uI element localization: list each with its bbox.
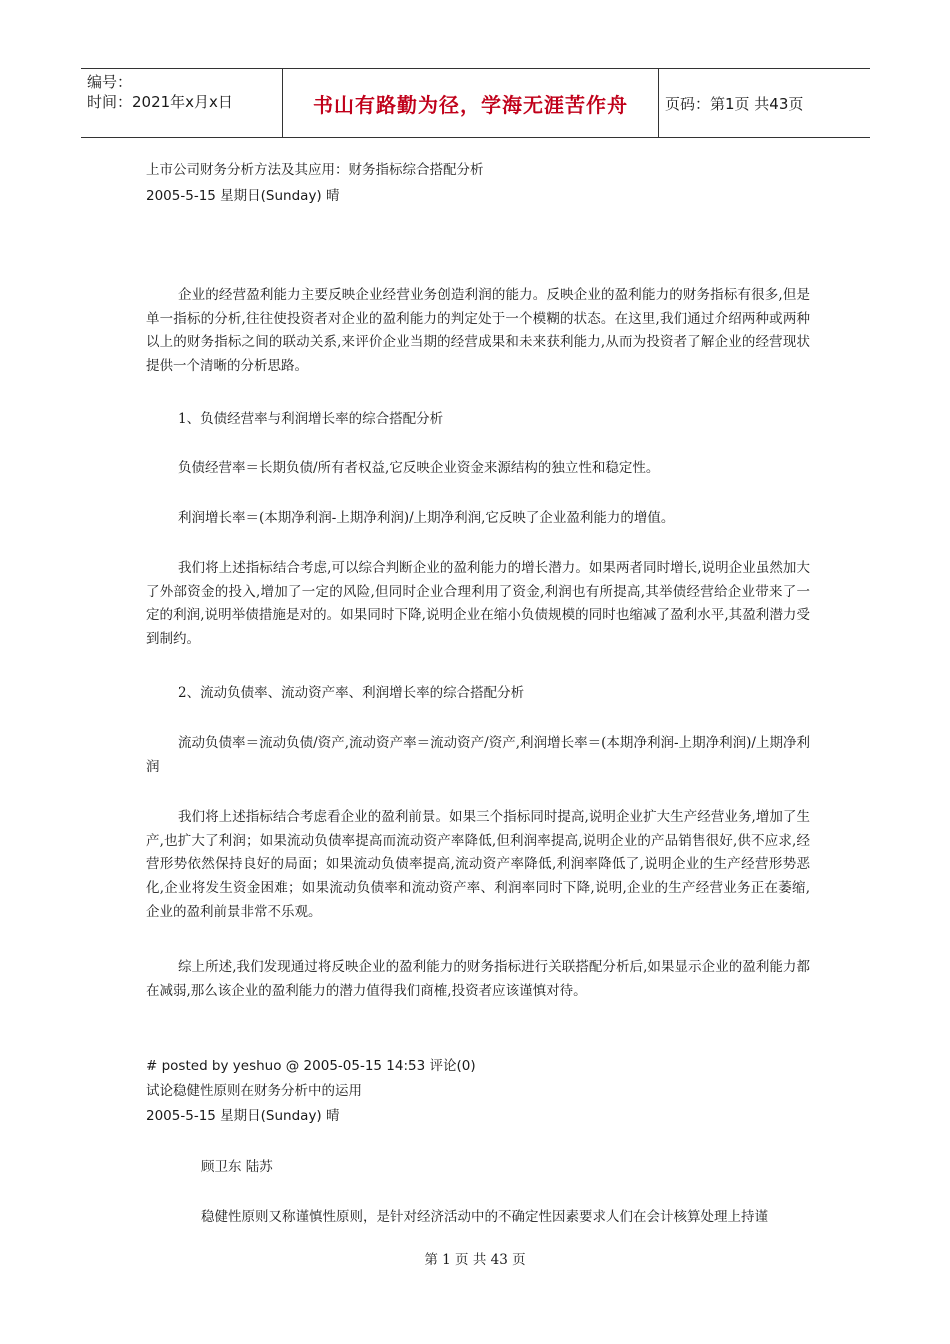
body-paragraph: 稳健性原则又称谨慎性原则，是针对经济活动中的不确定性因素要求人们在会计核算处理上持谨 — [201, 1209, 768, 1225]
header-motto: 书山有路勤为径，学海无涯苦作舟 — [313, 93, 628, 117]
article-title: 上市公司财务分析方法及其应用：财务指标综合搭配分析 — [146, 162, 484, 178]
page-footer: 第 1 页 共 43 页 — [424, 1252, 526, 1268]
section-heading: 1、负债经营率与利润增长率的综合搭配分析 — [178, 411, 444, 427]
section-heading: 2、流动负债率、流动资产率、利润增长率的综合搭配分析 — [178, 685, 525, 701]
article-title: 试论稳健性原则在财务分析中的运用 — [146, 1083, 362, 1099]
formula-paragraph: 负债经营率＝长期负债/所有者权益,它反映企业资金来源结构的独立性和稳定性。 — [178, 460, 660, 476]
header-divider — [658, 69, 659, 137]
post-meta: # posted by yeshuo @ 2005-05-15 14:53 评论(0) — [146, 1058, 476, 1074]
intro-paragraph: 企业的经营盈利能力主要反映企业经营业务创造利润的能力。反映企业的盈利能力的财务指标有很多,但是单一指标的分析,往往使投资者对企业的盈利能力的判定处于一个模糊的状态。在这里,我们通过介绍两种或两种以上的财务指标之间的联动关系,来评价企业当期的经营成果和未来获利能力,从而为投资者了解企业的经营现状提供一个清晰的分析思路。 — [146, 287, 810, 375]
analysis-paragraph: 我们将上述指标结合考虑看企业的盈利前景。如果三个指标同时提高,说明企业扩大生产经营业务,增加了生产,也扩大了利润；如果流动负债率提高而流动资产率降低,但利润率提高,说明企业的产品销售很好,供不应求,经营形势依然保持良好的局面；如果流动负债率提高,流动资产率降低,利润率降低了,说明企业的生产经营形势恶化,企业将发生资金困难；如果流动负债率和流动资产率、利润率同时下降,说明,企业的生产经营业务正在萎缩,企业的盈利前景非常不乐观。 — [146, 809, 810, 920]
analysis-paragraph: 我们将上述指标结合考虑,可以综合判断企业的盈利能力的增长潜力。如果两者同时增长,说明企业虽然加大了外部资金的投入,增加了一定的风险,但同时企业合理利用了资金,利润也有所提高,其举债经营给企业带来了一定的利润,说明举债措施是对的。如果同时下降,说明企业在缩小负债规模的同时也缩减了盈利水平,其盈利潜力受到制约。 — [146, 560, 810, 648]
formula-paragraph: 利润增长率＝(本期净利润-上期净利润)/上期净利润,它反映了企业盈利能力的增值。 — [178, 510, 675, 526]
document-number-label: 编号： — [87, 73, 133, 91]
header-page-number: 页码：第1页 共43页 — [665, 95, 804, 113]
article-date: 2005-5-15 星期日(Sunday) 晴 — [146, 1108, 340, 1124]
page-header — [81, 68, 870, 138]
header-meta — [87, 72, 233, 112]
document-time-label: 时间：2021年x月x日 — [87, 93, 233, 111]
conclusion-paragraph: 综上所述,我们发现通过将反映企业的盈利能力的财务指标进行关联搭配分析后,如果显示企业的盈利能力都在减弱,那么该企业的盈利能力的潜力值得我们商榷,投资者应该谨慎对待。 — [146, 959, 810, 999]
article-authors: 顾卫东 陆苏 — [201, 1159, 273, 1175]
article-date: 2005-5-15 星期日(Sunday) 晴 — [146, 188, 340, 204]
formula-paragraph: 流动负债率＝流动负债/资产,流动资产率＝流动资产/资产,利润增长率＝(本期净利润-上期净利润)/上期净利润 — [146, 735, 810, 775]
